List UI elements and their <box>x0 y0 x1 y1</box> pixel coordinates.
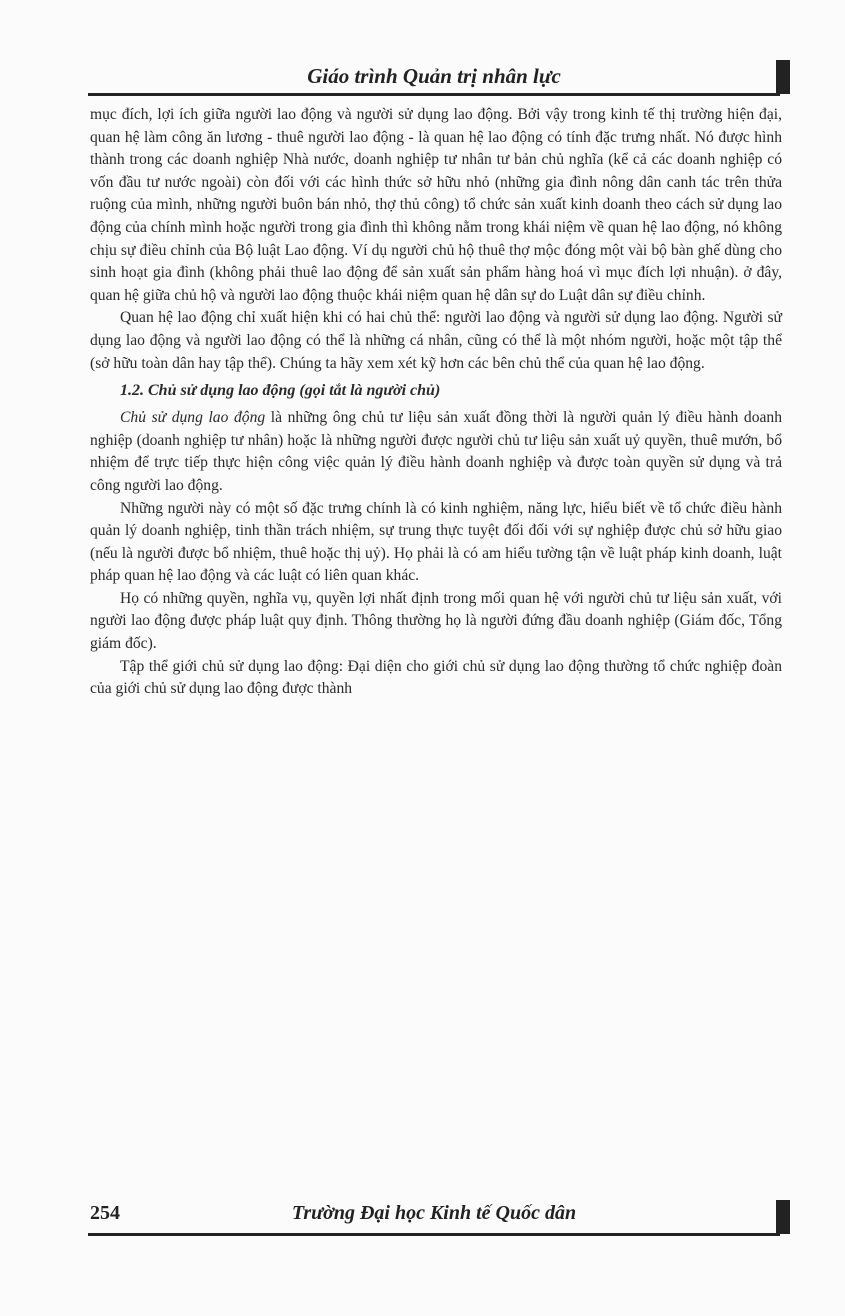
paragraph-continued: mục đích, lợi ích giữa người lao động và người sử dụng lao động. Bởi vậy trong kinh tế thị trường hiện đại, quan hệ làm công ăn lương - thuê người lao động - là quan hệ lao động có tính đặc trưng nhất. Nó được hình thành trong các doanh nghiệp Nhà nước, doanh nghiệp tư nhân tư bản chủ nghĩa (kể cả các doanh nghiệp có vốn đầu tư nước ngoài) còn đối với các hình thức sở hữu nhỏ (những gia đình nông dân canh tác trên thửa ruộng của mình, những người buôn bán nhỏ, thợ thủ công) tổ chức sản xuất kinh doanh theo cách sử dụng lao động của chính mình hoặc người trong gia đình thì không nằm trong khái niệm về quan hệ lao động, nó không chịu sự điều chỉnh của Bộ luật Lao động. Ví dụ người chủ hộ thuê thợ mộc đóng một vài bộ bàn ghế dùng cho sinh hoạt gia đình (không phải thuê lao động để sản xuất sản phẩm hàng hoá vì mục đích lợi nhuận). ở đây, quan hệ giữa chủ hộ và người lao động thuộc khái niệm quan hệ dân sự do Luật dân sự điều chỉnh. <box>90 106 782 304</box>
paragraph-employer-rights: Họ có những quyền, nghĩa vụ, quyền lợi nhất định trong mối quan hệ với người chủ tư liệu sản xuất, với người lao động được pháp luật quy định. Thông thường họ là người đứng đầu doanh nghiệp (Giám đốc, Tổng giám đốc). <box>90 589 782 653</box>
book-title: Giáo trình Quản trị nhân lực <box>307 64 561 88</box>
term-employer: Chủ sử dụng lao động <box>120 409 266 427</box>
university-name: Trường Đại học Kinh tế Quốc dân <box>291 1202 577 1224</box>
footer-rule <box>88 1233 780 1236</box>
employer-definition-text: là những ông chủ tư liệu sản xuất đồng thời là người quản lý điều hành doanh nghiệp (doanh nghiệp tư nhân) hoặc là những người được người chủ tư liệu sản xuất uỷ quyền, thuê mướn, bổ nhiệm để trực tiếp thực hiện công việc quản lý điều hành doanh nghiệp và được toàn quyền sử dụng và trả công người lao động. <box>90 409 782 494</box>
page-number: 254 <box>90 1202 120 1224</box>
page-body <box>90 104 782 701</box>
running-header <box>88 60 780 96</box>
header-corner-mark <box>776 60 790 94</box>
header-rule <box>88 93 780 96</box>
paragraph-employer-traits: Những người này có một số đặc trưng chính là có kinh nghiệm, năng lực, hiểu biết về tổ chức điều hành quản lý doanh nghiệp, tinh thần trách nhiệm, sự trung thực tuyệt đối đối với sự nghiệp được chủ sở hữu giao (nếu là người được bổ nhiệm, thuê hoặc thị uỷ). Họ phải là có am hiểu tường tận về luật pháp kinh doanh, luật pháp quan hệ lao động và các luật có liên quan khác. <box>90 499 782 585</box>
paragraph-labor-relation-parties: Quan hệ lao động chỉ xuất hiện khi có hai chủ thể: người lao động và người sử dụng lao động. Người sử dụng lao động và người lao động có thể là những cá nhân, cũng có thể là một nhóm người, hoặc một tập thể (sở hữu toàn dân hay tập thể). Chúng ta hãy xem xét kỹ hơn các bên chủ thể của quan hệ lao động. <box>90 309 782 372</box>
section-heading: 1.2. Chủ sử dụng lao động (gọi tắt là người chủ) <box>120 382 441 400</box>
footer-corner-mark <box>776 1200 790 1234</box>
paragraph-employer-definition <box>90 407 782 497</box>
running-footer <box>88 1196 780 1236</box>
paragraph-employer-collective: Tập thể giới chủ sử dụng lao động: Đại diện cho giới chủ sử dụng lao động thường tổ chức nghiệp đoàn của giới chủ sử dụng lao động được thành <box>90 657 782 698</box>
